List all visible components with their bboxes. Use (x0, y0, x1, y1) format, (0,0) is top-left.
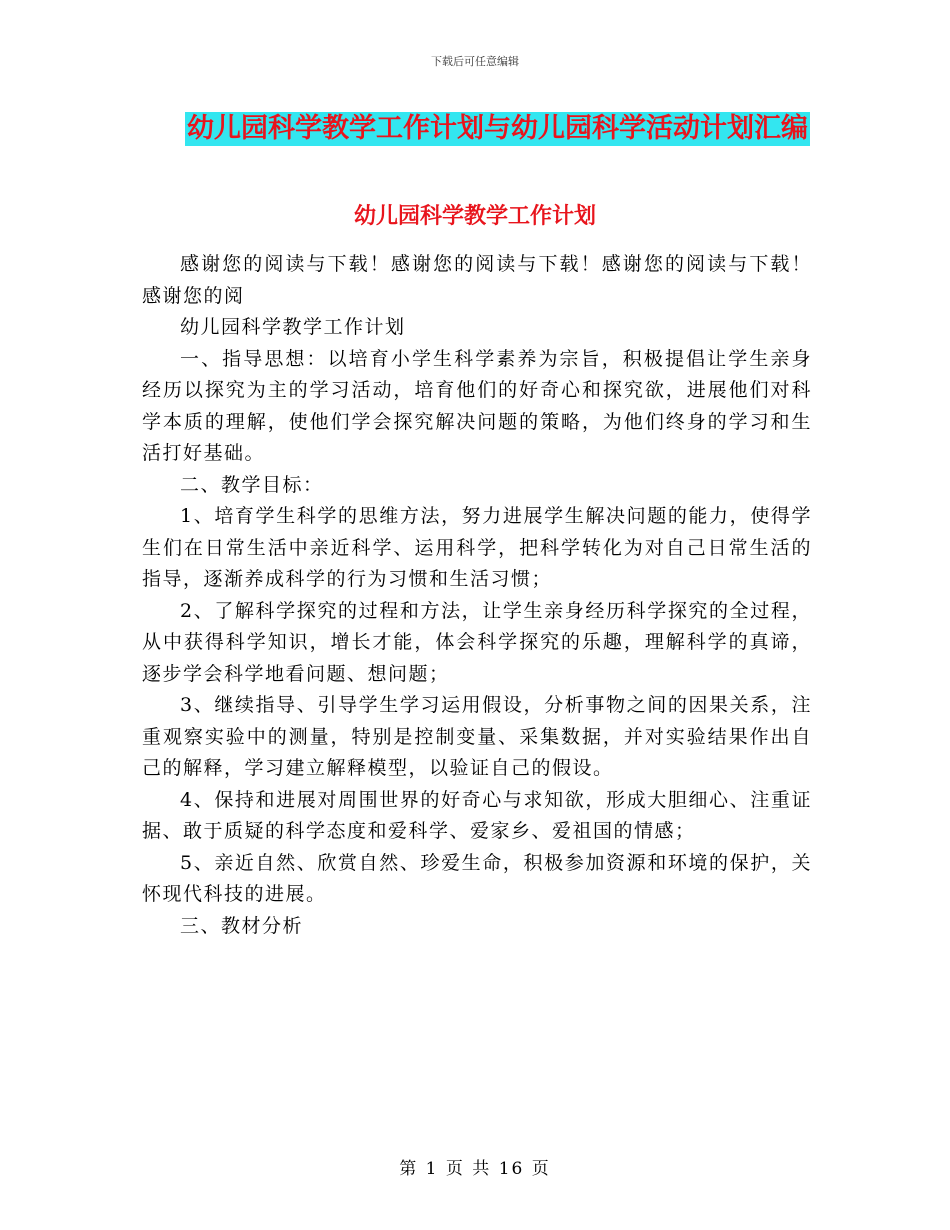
section-title: 幼儿园科学教学工作计划 (353, 204, 596, 229)
paragraph: 二、教学目标： (180, 473, 324, 496)
paragraph: 幼儿园科学教学工作计划 (180, 316, 406, 338)
paragraph: 1、培育学生科学的思维方法，努力进展学生解决问题的能力，使得学生们在日常生活中亲近科学、运用科学，把科学转化为对自己日常生活的指导，逐渐养成科学的行为习惯和生活习惯； (142, 505, 812, 590)
paragraph: 一、指导思想：以培育小学生科学素养为宗旨，积极提倡让学生亲身经历以探究为主的学习活动，培育他们的好奇心和探究欲，进展他们对科学本质的理解，使他们学会探究解决问题的策略，为他们终身的学习和生活打好基础。 (142, 347, 812, 464)
paragraph: 2、了解科学探究的过程和方法，让学生亲身经历科学探究的全过程，从中获得科学知识，增长才能，体会科学探究的乐趣，理解科学的真谛，逐步学会科学地看问题、想问题； (142, 599, 812, 685)
page-number-footer: 第 1 页 共 16 页 (399, 1159, 551, 1179)
document-title-container (0, 112, 950, 146)
paragraph: 4、保持和进展对周围世界的好奇心与求知欲，形成大胆细心、注重证据、敢于质疑的科学态度和爱科学、爱家乡、爱祖国的情感； (142, 788, 812, 842)
document-body (142, 249, 812, 942)
page-header-note: 下载后可任意编辑 (431, 55, 519, 68)
paragraph: 5、亲近自然、欣赏自然、珍爱生命，积极参加资源和环境的保护，关怀现代科技的进展。 (142, 851, 812, 905)
paragraph: 三、教材分析 (180, 914, 304, 937)
document-title: 幼儿园科学教学工作计划与幼儿园科学活动计划汇编 (187, 113, 808, 144)
paragraph: 感谢您的阅读与下载！感谢您的阅读与下载！感谢您的阅读与下载！感谢您的阅 (142, 253, 812, 307)
paragraph: 3、继续指导、引导学生学习运用假设，分析事物之间的因果关系，注重观察实验中的测量，特别是控制变量、采集数据，并对实验结果作出自己的解释，学习建立解释模型，以验证自己的假设。 (142, 694, 812, 779)
